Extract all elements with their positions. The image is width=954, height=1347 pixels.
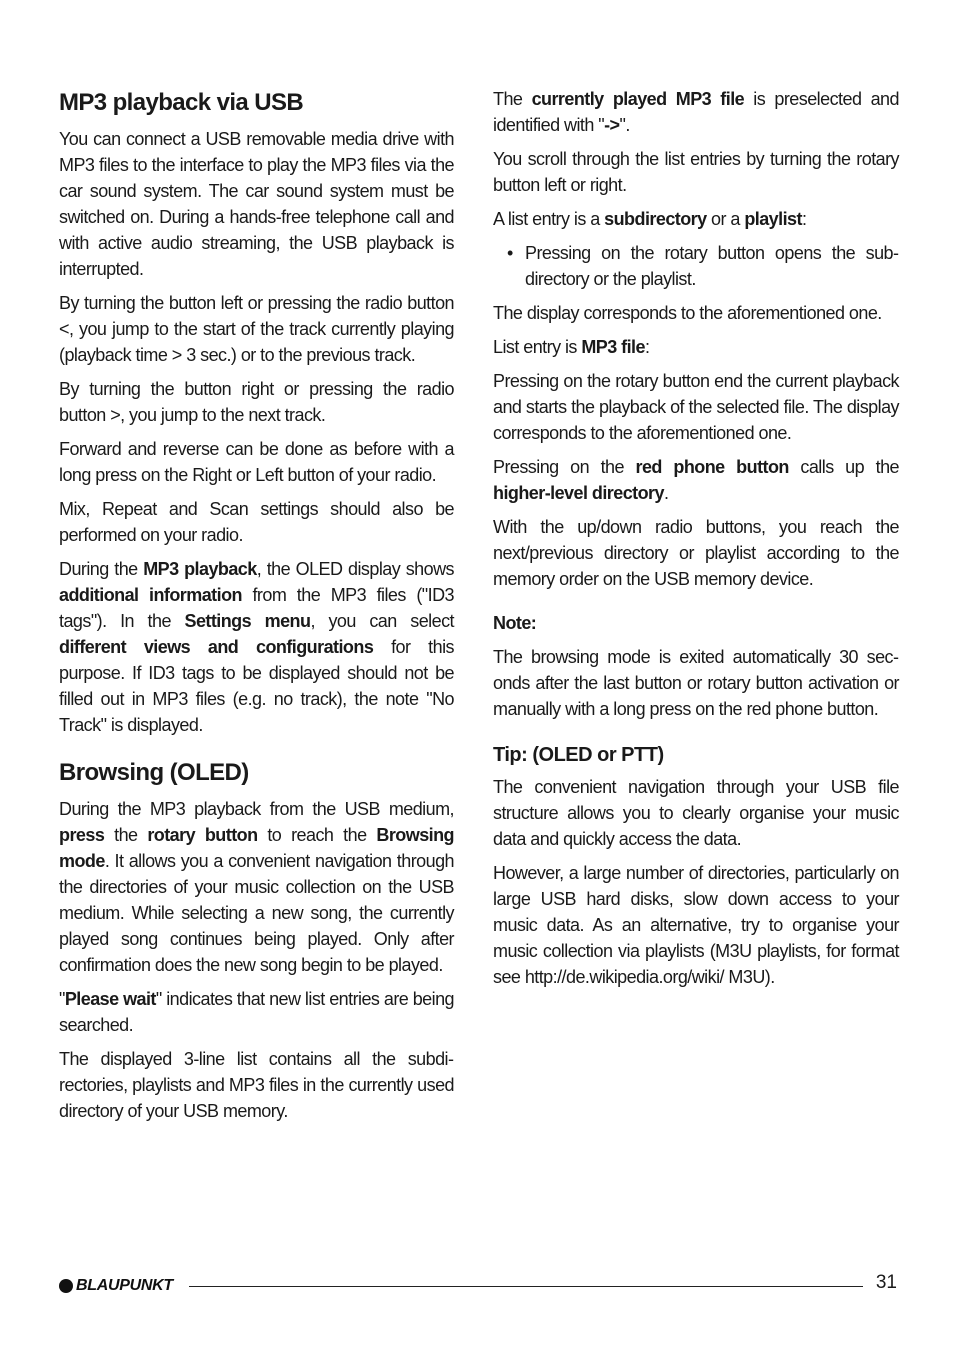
paragraph-currently-played bbox=[493, 86, 899, 138]
footer-divider bbox=[189, 1286, 863, 1287]
paragraph-display-corresponds: The display corresponds to the aforementioned one. bbox=[493, 303, 882, 323]
paragraph-please-wait bbox=[59, 986, 454, 1038]
bullet-list bbox=[493, 240, 899, 292]
bold-run: Browsing mode bbox=[59, 825, 454, 871]
bold-run: currently played MP3 file bbox=[531, 89, 745, 109]
bold-run: higher-level directory bbox=[493, 483, 664, 503]
paragraph-list-entry-mp3 bbox=[493, 334, 899, 360]
text-run: from the MP3 files ("ID3 tags"). In the bbox=[59, 585, 454, 631]
list-item-text: Pressing on the rotary button opens the subdirectory or the playlist. bbox=[525, 243, 899, 289]
bold-run: Please wait bbox=[64, 989, 156, 1009]
paragraph-up-down-buttons: With the up/down radio buttons, you reach the next/previous directory or playlist according to the memory order on the USB memory device. bbox=[493, 517, 899, 589]
text-run: ". bbox=[619, 115, 630, 135]
text-run: " bbox=[59, 989, 65, 1009]
text-run: the bbox=[104, 825, 148, 845]
page-footer bbox=[59, 1272, 897, 1300]
paragraph-scroll-list: You scroll through the list entries by turning the rotary button left or right. bbox=[493, 149, 899, 195]
left-column bbox=[59, 86, 454, 1132]
paragraph-3-line-list: The displayed 3-line list contains all the subdirectories, playlists and MP3 files in the currently used directory of your USB memory. bbox=[59, 1049, 454, 1121]
text-run: During the MP3 playback from the USB medium, bbox=[59, 799, 454, 819]
paragraph-red-phone-button bbox=[493, 454, 899, 506]
paragraph-tip-playlists: However, a large number of directories, particularly on large USB hard disks, slow down access to your music data. As an alternative, try to organise your music collection via playlists (M3U playlists, for format see http://de.wikipedia.org/wiki/ M3U). bbox=[493, 863, 899, 987]
blaupunkt-logo bbox=[59, 1276, 173, 1296]
text-run: is preselected and identified with " bbox=[493, 89, 899, 135]
bold-run: additional information bbox=[59, 585, 242, 605]
bold-run: rotary button bbox=[147, 825, 258, 845]
paragraph-list-entry-subdirectory bbox=[493, 206, 899, 232]
text-run: " indicates that new list entries are being searched. bbox=[59, 989, 454, 1035]
text-run: or a bbox=[706, 209, 745, 229]
text-run: List entry is bbox=[493, 337, 582, 357]
logo-dot-icon bbox=[59, 1279, 73, 1293]
bold-run: MP3 playback bbox=[143, 559, 257, 579]
bold-run: subdirectory bbox=[604, 209, 707, 229]
paragraph-pressing-rotary: Pressing on the rotary button end the current playback and starts the playback of the selected file. The display corresponds to the aforementioned one. bbox=[493, 371, 899, 443]
logo-text: BLAUPUNKT bbox=[76, 1277, 173, 1294]
paragraph-forward-reverse: Forward and reverse can be done as before with a long press on the Right or Left button of your radio. bbox=[59, 439, 454, 485]
bold-run: Settings menu bbox=[184, 611, 311, 631]
text-run: for this purpose. If ID3 tags to be displayed should not be filled out in MP3 files (e.g. no track), the note "No Track" is displayed. bbox=[59, 637, 454, 735]
text-run: . bbox=[663, 483, 669, 503]
text-run: , you can select bbox=[310, 611, 454, 631]
list-item bbox=[507, 240, 899, 292]
bold-run: different views and configurations bbox=[59, 637, 374, 657]
paragraph-note-text: The browsing mode is exited automatically 30 seconds after the last button or rotary button activation or manually with a long press on the red phone button. bbox=[493, 647, 899, 719]
text-run: During the bbox=[59, 559, 144, 579]
bold-run: press bbox=[59, 825, 105, 845]
text-run: Pressing on the bbox=[493, 457, 636, 477]
paragraph-next-track: By turning the button right or pressing the radio button >, you jump to the next track. bbox=[59, 379, 454, 425]
text-run: : bbox=[644, 337, 650, 357]
heading-tip-oled-ptt: Tip: (OLED or PTT) bbox=[493, 744, 664, 766]
paragraph-oled-id3 bbox=[59, 556, 454, 738]
text-run: , the OLED display shows bbox=[256, 559, 454, 579]
page-number: 31 bbox=[875, 1272, 897, 1293]
paragraph-previous-track: By turning the button left or pressing the radio button <, you jump to the start of the track currently playing (playback time > 3 sec.) or to the previous track. bbox=[59, 293, 454, 365]
bold-run: MP3 file bbox=[581, 337, 645, 357]
paragraph-tip-navigation: The convenient navigation through your USB file structure allows you to clearly organise your music data and quickly access the data. bbox=[493, 777, 899, 849]
heading-browsing-oled: Browsing (OLED) bbox=[59, 759, 249, 786]
text-run: calls up the bbox=[788, 457, 899, 477]
text-run: A list entry is a bbox=[493, 209, 605, 229]
bold-run: playlist bbox=[744, 209, 802, 229]
bold-run: red phone button bbox=[635, 457, 789, 477]
paragraph-mix-repeat-scan: Mix, Repeat and Scan settings should also be performed on your radio. bbox=[59, 499, 454, 545]
bullet-icon: • bbox=[507, 243, 513, 263]
paragraph-browsing-mode bbox=[59, 796, 454, 978]
note-label: Note: bbox=[493, 613, 537, 633]
right-column bbox=[493, 86, 899, 998]
text-run: The bbox=[493, 89, 532, 109]
paragraph-usb-connect: You can connect a USB removable media drive with MP3 files to the interface to play the MP3 files via the car sound system. The car sound system must be switched on. During a hands-free telephone call and with active audio streaming, the USB playback is interrupted. bbox=[59, 129, 454, 279]
text-run: . It allows you a convenient navigation through the directories of your music collection on the USB medium. While selecting a new song, the currently played song continues being played. Only after confirmation does the new song begin to be played. bbox=[59, 851, 454, 975]
text-run: to reach the bbox=[257, 825, 377, 845]
heading-mp3-playback-via-usb: MP3 playback via USB bbox=[59, 89, 304, 116]
text-run: : bbox=[801, 209, 807, 229]
bold-run: -> bbox=[604, 115, 620, 135]
